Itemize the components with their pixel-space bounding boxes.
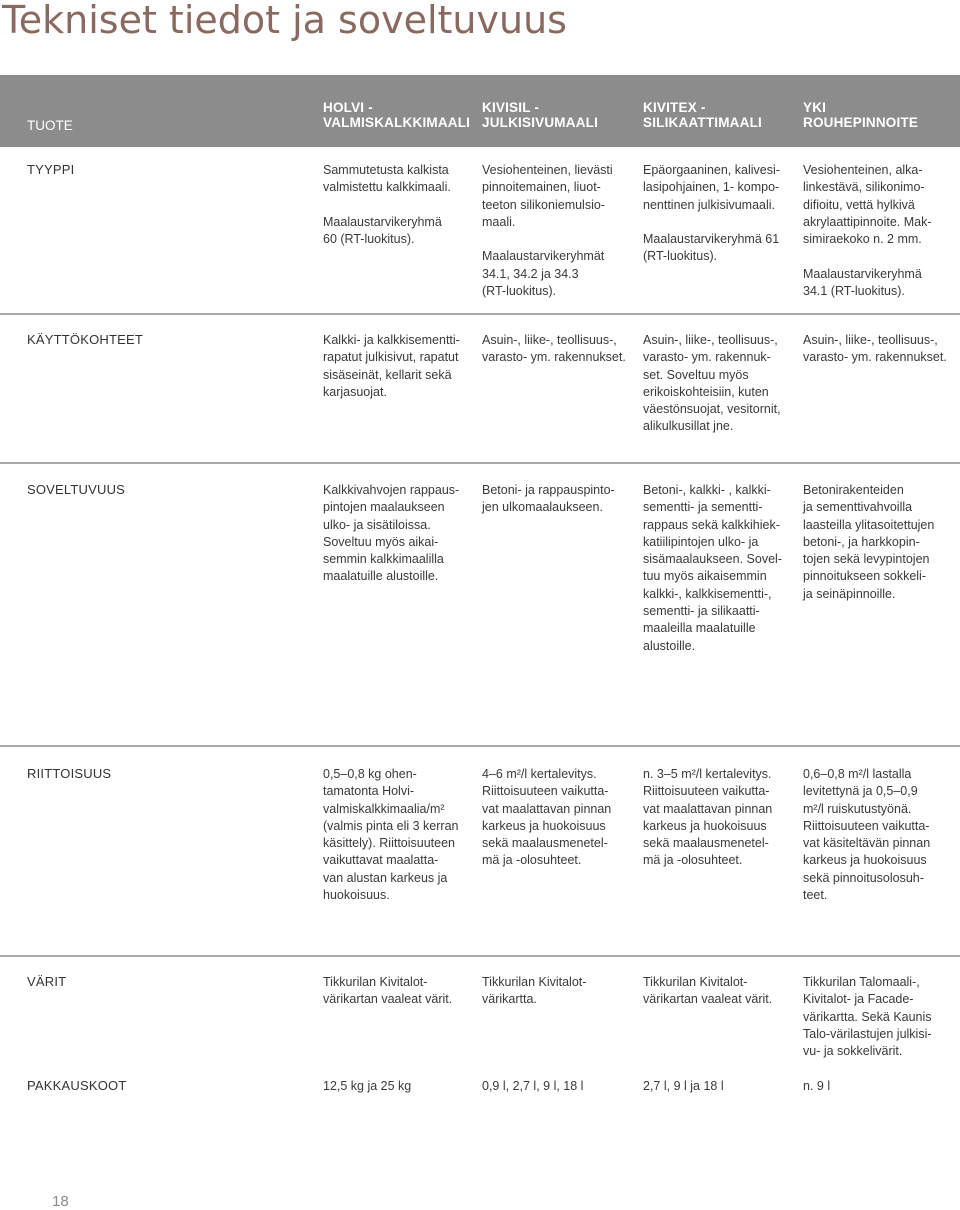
header-product-holvi: HOLVI - VALMISKALKKIMAALI xyxy=(323,100,471,130)
table-cell: Vesiohenteinen, alka- linkestävä, silikonimo- difioitu, vettä hylkivä akrylaattipinnoite. Mak- simiraekoko n. 2 mm. Maalaustarvikeryhmä 34.1 (RT-luokitus). xyxy=(803,163,932,299)
table-cell: Tikkurilan Kivitalot- värikartta. xyxy=(482,975,587,1007)
header-product-kivisil: KIVISIL - JULKISIVUMAALI xyxy=(482,100,599,130)
table-cell: Kalkki- ja kalkkisementti- rapatut julkisivut, rapatut sisäseinät, kellarit sekä karjasuojat. xyxy=(323,333,460,399)
table-cell: Asuin-, liike-, teollisuus-, varasto- ym. rakennukset. xyxy=(482,333,626,365)
table-cell: 0,5–0,8 kg ohen- tamatonta Holvi- valmiskalkkimaalia/m² (valmis pinta eli 3 kerran käsittely). Riittoisuuteen vaikuttavat maalatta- van alustan karkeus ja huokoisuus. xyxy=(323,767,459,903)
table-cell: Betoni-, kalkki- , kalkki- sementti- ja sementti- rappaus sekä kalkkihiek- katiilipintojen ulko- ja sisämaalaukseen. Sovel- tuu myös aikaisemmin kalkki-, kalkkisementti-, sementti- ja silikaatti- maaleilla maalatuille alustoille. xyxy=(643,483,782,653)
row-divider xyxy=(0,745,960,747)
row-label-kayttokohteet: KÄYTTÖKOHTEET xyxy=(27,332,144,347)
table-cell: Sammutetusta kalkista valmistettu kalkkimaali. Maalaustarvikeryhmä 60 (RT-luokitus). xyxy=(323,163,451,247)
table-cell: 0,6–0,8 m²/l lastalla levitettynä ja 0,5–0,9 m²/l ruiskutustyönä. Riittoisuuteen vaikutta- vat käsiteltävän pinnan karkeus ja huokoisuus sekä pinnoitusolosuh- teet. xyxy=(803,767,931,903)
row-label-varit: VÄRIT xyxy=(27,974,67,989)
row-label-soveltuvuus: SOVELTUVUUS xyxy=(27,482,126,497)
table-cell: Asuin-, liike-, teollisuus-, varasto- ym. rakennuk- set. Soveltuu myös erikoiskohteisiin, kuten väestönsuojat, vesitornit, alikulkusillat jne. xyxy=(643,333,781,434)
row-label-riittoisuus: RIITTOISUUS xyxy=(27,766,112,781)
header-product-yki: YKI ROUHEPINNOITE xyxy=(803,100,919,130)
table-cell: 12,5 kg ja 25 kg xyxy=(323,1079,412,1093)
table-cell: Tikkurilan Talomaali-, Kivitalot- ja Facade- värikartta. Sekä Kaunis Talo-värilastujen julkisi- vu- ja sokkelivärit. xyxy=(803,975,932,1059)
table-cell: n. 9 l xyxy=(803,1079,831,1093)
table-cell: Tikkurilan Kivitalot- värikartan vaaleat värit. xyxy=(643,975,773,1007)
page-number: 18 xyxy=(52,1193,69,1210)
row-divider xyxy=(0,955,960,957)
header-product-kivitex: KIVITEX - SILIKAATTIMAALI xyxy=(643,100,762,130)
table-cell: Epäorgaaninen, kalivesi- lasipohjainen, 1- kompo- nenttinen julkisivumaali. Maalaustarvikeryhmä 61 (RT-luokitus). xyxy=(643,163,780,264)
header-product-label: TUOTE xyxy=(27,118,73,133)
table-cell: n. 3–5 m²/l kertalevitys. Riittoisuuteen vaikutta- vat maalattavan pinnan karkeus ja huokoisuus sekä maalausmenetel- mä ja -olosuhteet. xyxy=(643,767,773,868)
table-cell: Betonirakenteiden ja sementtivahvoilla laasteilla ylitasoitettujen betoni-, ja harkkopin- tojen sekä levypintojen pinnoitukseen sokkeli- ja seinäpinnoille. xyxy=(803,483,935,601)
table-cell: Asuin-, liike-, teollisuus-, varasto- ym. rakennukset. xyxy=(803,333,947,365)
table-cell: Betoni- ja rappauspinto- jen ulkomaalaukseen. xyxy=(482,483,615,515)
table-cell: Kalkkivahvojen rappaus- pintojen maalaukseen ulko- ja sisätiloissa. Soveltuu myös aikai- semmin kalkkimaalilla maalatuille alustoille. xyxy=(323,483,460,584)
page-title: Tekniset tiedot ja soveltuvuus xyxy=(2,0,567,42)
table-header xyxy=(0,75,960,147)
row-divider xyxy=(0,462,960,464)
table-cell: 0,9 l, 2,7 l, 9 l, 18 l xyxy=(482,1079,584,1093)
table-cell: 4–6 m²/l kertalevitys. Riittoisuuteen vaikutta- vat maalattavan pinnan karkeus ja huokoisuus sekä maalausmenetel- mä ja -olosuhteet. xyxy=(482,767,612,868)
row-divider xyxy=(0,313,960,315)
row-label-tyyppi: TYYPPI xyxy=(27,162,75,177)
table-cell: 2,7 l, 9 l ja 18 l xyxy=(643,1079,724,1093)
table-cell: Vesiohenteinen, lievästi pinnoitemainen, liuot- teeton silikoniemulsio- maali. Maalaustarvikeryhmät 34.1, 34.2 ja 34.3 (RT-luokitus). xyxy=(482,163,613,299)
table-cell: Tikkurilan Kivitalot- värikartan vaaleat värit. xyxy=(323,975,453,1007)
row-label-pakkauskoot: PAKKAUSKOOT xyxy=(27,1078,127,1093)
